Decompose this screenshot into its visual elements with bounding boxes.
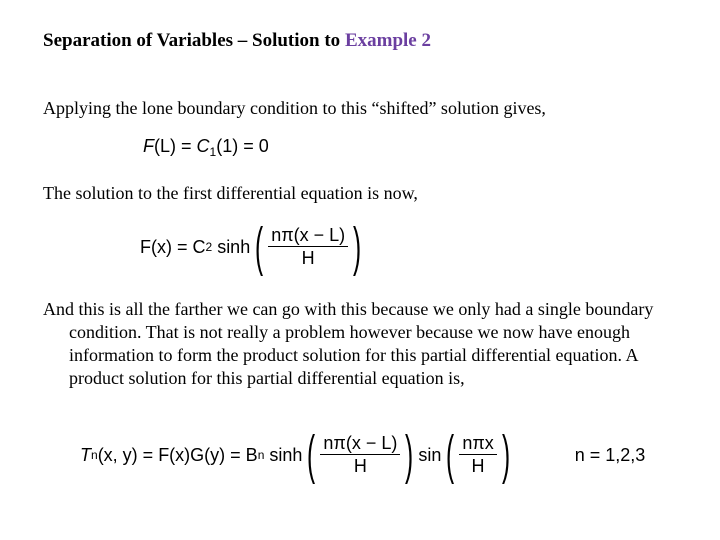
eq1-arg: (L) <box>154 136 176 156</box>
eq3-lhs: T <box>80 444 91 465</box>
slide-title <box>43 30 431 52</box>
eq1-lhs: F <box>143 136 154 156</box>
eq3-lhs-rest: (x, y) = F(x)G(y) = B <box>97 444 258 465</box>
paragraph-2: The solution to the first differential equation is now, <box>43 183 418 203</box>
eq3-numerator-1: nπ(x − L) <box>323 433 398 453</box>
eq2-denominator: H <box>268 246 348 269</box>
eq1-val: (1) = 0 <box>216 136 269 156</box>
equation-f-solution <box>140 217 366 277</box>
eq2-numerator: nπ(x − L) <box>271 225 346 245</box>
eq3-paren-1: ( <box>307 425 316 485</box>
eq3-fraction-1 <box>320 433 400 477</box>
title-accent: Example 2 <box>344 30 431 51</box>
eq3-range: n = 1,2,3 <box>574 444 646 465</box>
title-main: Separation of Variables – Solution to <box>43 30 345 51</box>
eq1-c: C <box>196 136 210 156</box>
eq2-right-paren: ) <box>353 217 362 277</box>
eq2-c-sub: 2 <box>205 240 213 254</box>
eq3-denominator-1: H <box>320 454 400 477</box>
eq3-lhs-sub: n <box>91 448 98 462</box>
eq3-paren-4: ) <box>501 425 510 485</box>
eq1-c-sub: 1 <box>209 145 217 159</box>
eq3-numerator-2: nπx <box>462 433 494 453</box>
eq1-eq: = <box>181 136 192 156</box>
eq2-fn: sinh <box>217 236 251 257</box>
equation-product-solution <box>80 425 646 485</box>
eq2-lhs: F(x) = C <box>140 236 206 257</box>
eq3-denominator-2: H <box>459 454 496 477</box>
equation-boundary <box>143 136 269 159</box>
eq3-fn1: sinh <box>269 444 303 465</box>
eq3-b-sub: n <box>257 448 265 462</box>
eq2-left-paren: ( <box>255 217 264 277</box>
eq3-fraction-2 <box>459 433 496 477</box>
eq3-fn2: sin <box>418 444 442 465</box>
paragraph-1: Applying the lone boundary condition to this “shifted” solution gives, <box>43 98 546 118</box>
eq3-paren-2: ) <box>405 425 414 485</box>
eq3-paren-3: ( <box>446 425 455 485</box>
paragraph-3: And this is all the farther we can go with this because we only had a single boundary condition. That is not really a problem however because we now have enough information to form the product solution for this partial differential equation. A product solution for this partial differential equation is, <box>43 299 654 388</box>
eq2-fraction <box>268 225 348 269</box>
